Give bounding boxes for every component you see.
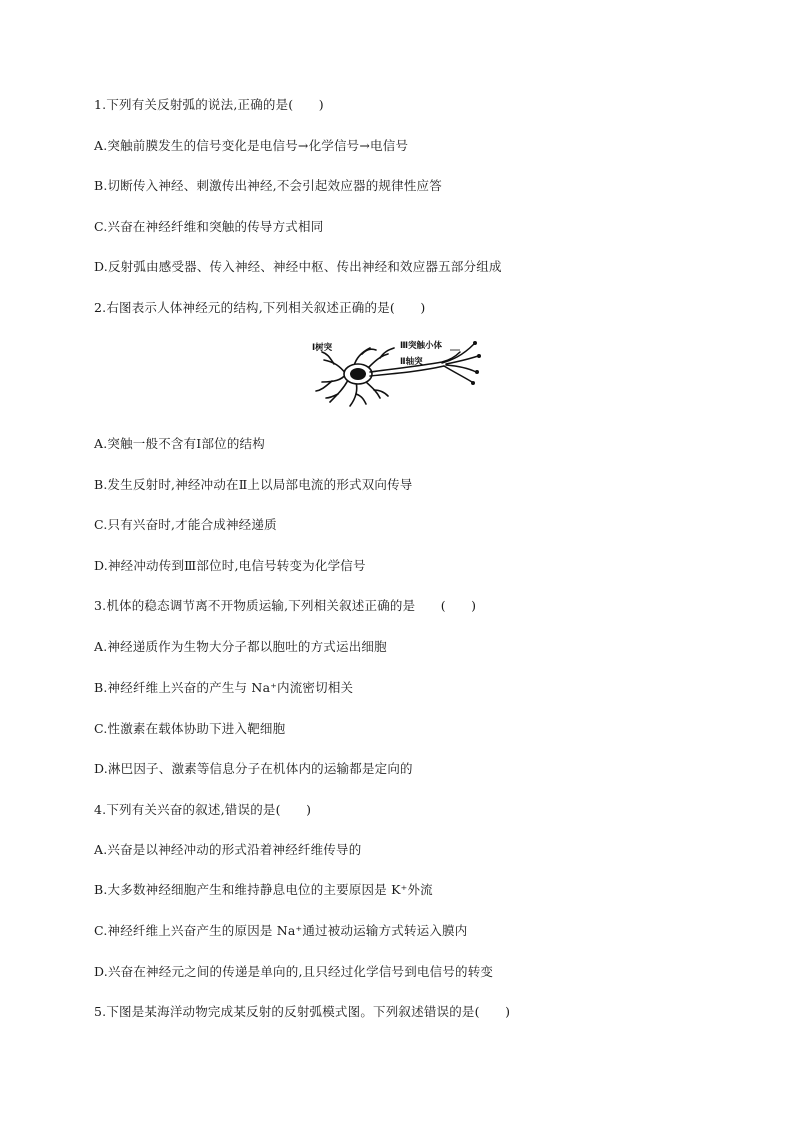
question-1-option-c: C.兴奋在神经纤维和突触的传导方式相同	[94, 219, 324, 234]
question-1-option-b: B.切断传入神经、刺激传出神经,不会引起效应器的规律性应答	[94, 178, 442, 193]
question-4-option-a: A.兴奋是以神经冲动的形式沿着神经纤维传导的	[94, 842, 362, 857]
label-synaptic-terminal: Ⅲ突触小体	[400, 341, 443, 351]
question-4-option-c: C.神经纤维上兴奋产生的原因是 Na⁺通过被动运输方式转运入膜内	[94, 923, 468, 938]
question-1-option-d: D.反射弧由感受器、传入神经、神经中枢、传出神经和效应器五部分组成	[94, 259, 502, 274]
question-2-option-c: C.只有兴奋时,才能合成神经递质	[94, 517, 277, 532]
question-4-option-d: D.兴奋在神经元之间的传递是单向的,且只经过化学信号到电信号的转变	[94, 964, 494, 979]
question-4-option-b: B.大多数神经细胞产生和维持静息电位的主要原因是 K⁺外流	[94, 882, 433, 897]
question-3-stem: 3.机体的稳态调节离不开物质运输,下列相关叙述正确的是 ( )	[94, 598, 477, 613]
question-3-option-c: C.性激素在载体协助下进入靶细胞	[94, 721, 286, 736]
question-3-option-a: A.神经递质作为生物大分子都以胞吐的方式运出细胞	[94, 639, 387, 654]
synaptic-knobs	[471, 341, 481, 385]
label-axon: Ⅱ轴突	[400, 357, 423, 367]
question-2-option-a: A.突触一般不含有Ⅰ部位的结构	[94, 436, 265, 451]
question-2-option-d: D.神经冲动传到Ⅲ部位时,电信号转变为化学信号	[94, 558, 366, 573]
nucleus	[350, 368, 366, 380]
neuron-diagram	[310, 336, 490, 410]
neuron-figure-svg	[310, 336, 490, 410]
question-2-stem: 2.右图表示人体神经元的结构,下列相关叙述正确的是( )	[94, 300, 426, 315]
question-1-stem: 1.下列有关反射弧的说法,正确的是( )	[94, 97, 324, 112]
question-2-option-b: B.发生反射时,神经冲动在Ⅱ上以局部电流的形式双向传导	[94, 477, 413, 492]
label-dendrite: Ⅰ树突	[312, 343, 333, 353]
question-4-stem: 4.下列有关兴奋的叙述,错误的是( )	[94, 802, 312, 817]
question-3-option-d: D.淋巴因子、激素等信息分子在机体内的运输都是定向的	[94, 761, 413, 776]
question-3-option-b: B.神经纤维上兴奋的产生与 Na⁺内流密切相关	[94, 680, 354, 695]
question-1-option-a: A.突触前膜发生的信号变化是电信号→化学信号→电信号	[94, 138, 409, 153]
question-5-stem: 5.下图是某海洋动物完成某反射的反射弧模式图。下列叙述错误的是( )	[94, 1004, 511, 1019]
